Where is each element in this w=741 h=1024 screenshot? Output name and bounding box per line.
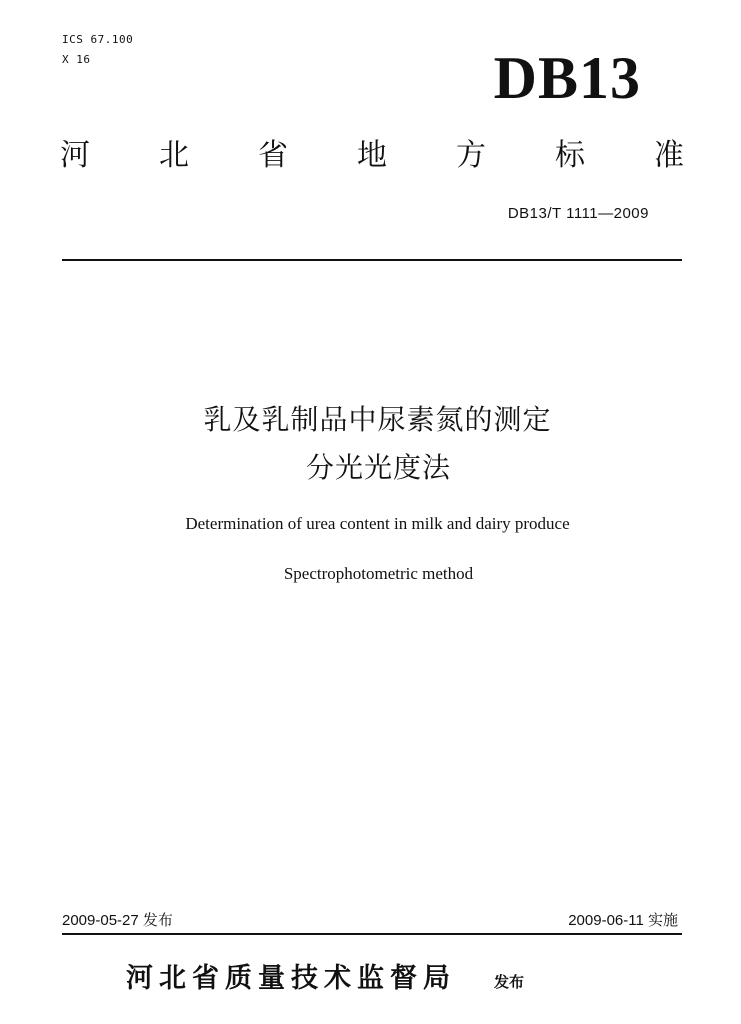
- ics-code: ICS 67.100: [62, 33, 134, 46]
- standard-type-char: 方: [456, 138, 486, 173]
- title-en-sub: Spectrophotometric method: [283, 564, 474, 583]
- db-mark: DB13: [493, 45, 641, 111]
- standard-type-heading: [60, 138, 684, 174]
- header-divider: [62, 259, 682, 261]
- standard-type-char: 标: [555, 138, 585, 173]
- publisher-row: [126, 956, 524, 995]
- title-cn-sub: 分光光度法: [305, 451, 451, 484]
- classification-code: X 16: [62, 53, 91, 66]
- footer-divider: [62, 933, 682, 935]
- publisher-suffix: 发布: [494, 973, 525, 991]
- release-date: 2009-05-27 发布: [62, 912, 173, 929]
- standard-type-char: 地: [357, 138, 387, 173]
- standard-type-char: 省: [258, 138, 288, 173]
- date-row: [62, 909, 678, 930]
- title-cn-main: 乳及乳制品中尿素氮的测定: [203, 403, 552, 436]
- title-en-main: Determination of urea content in milk and dairy produce: [185, 514, 570, 533]
- standard-type-char: 北: [159, 138, 189, 173]
- standard-type-char: 准: [654, 138, 684, 173]
- standard-type-char: 河: [60, 138, 90, 173]
- standard-number: DB13/T 1111—2009: [507, 205, 649, 222]
- publisher-name: 河北省质量技术监督局: [126, 963, 456, 994]
- implement-date: 2009-06-11 实施: [568, 912, 678, 929]
